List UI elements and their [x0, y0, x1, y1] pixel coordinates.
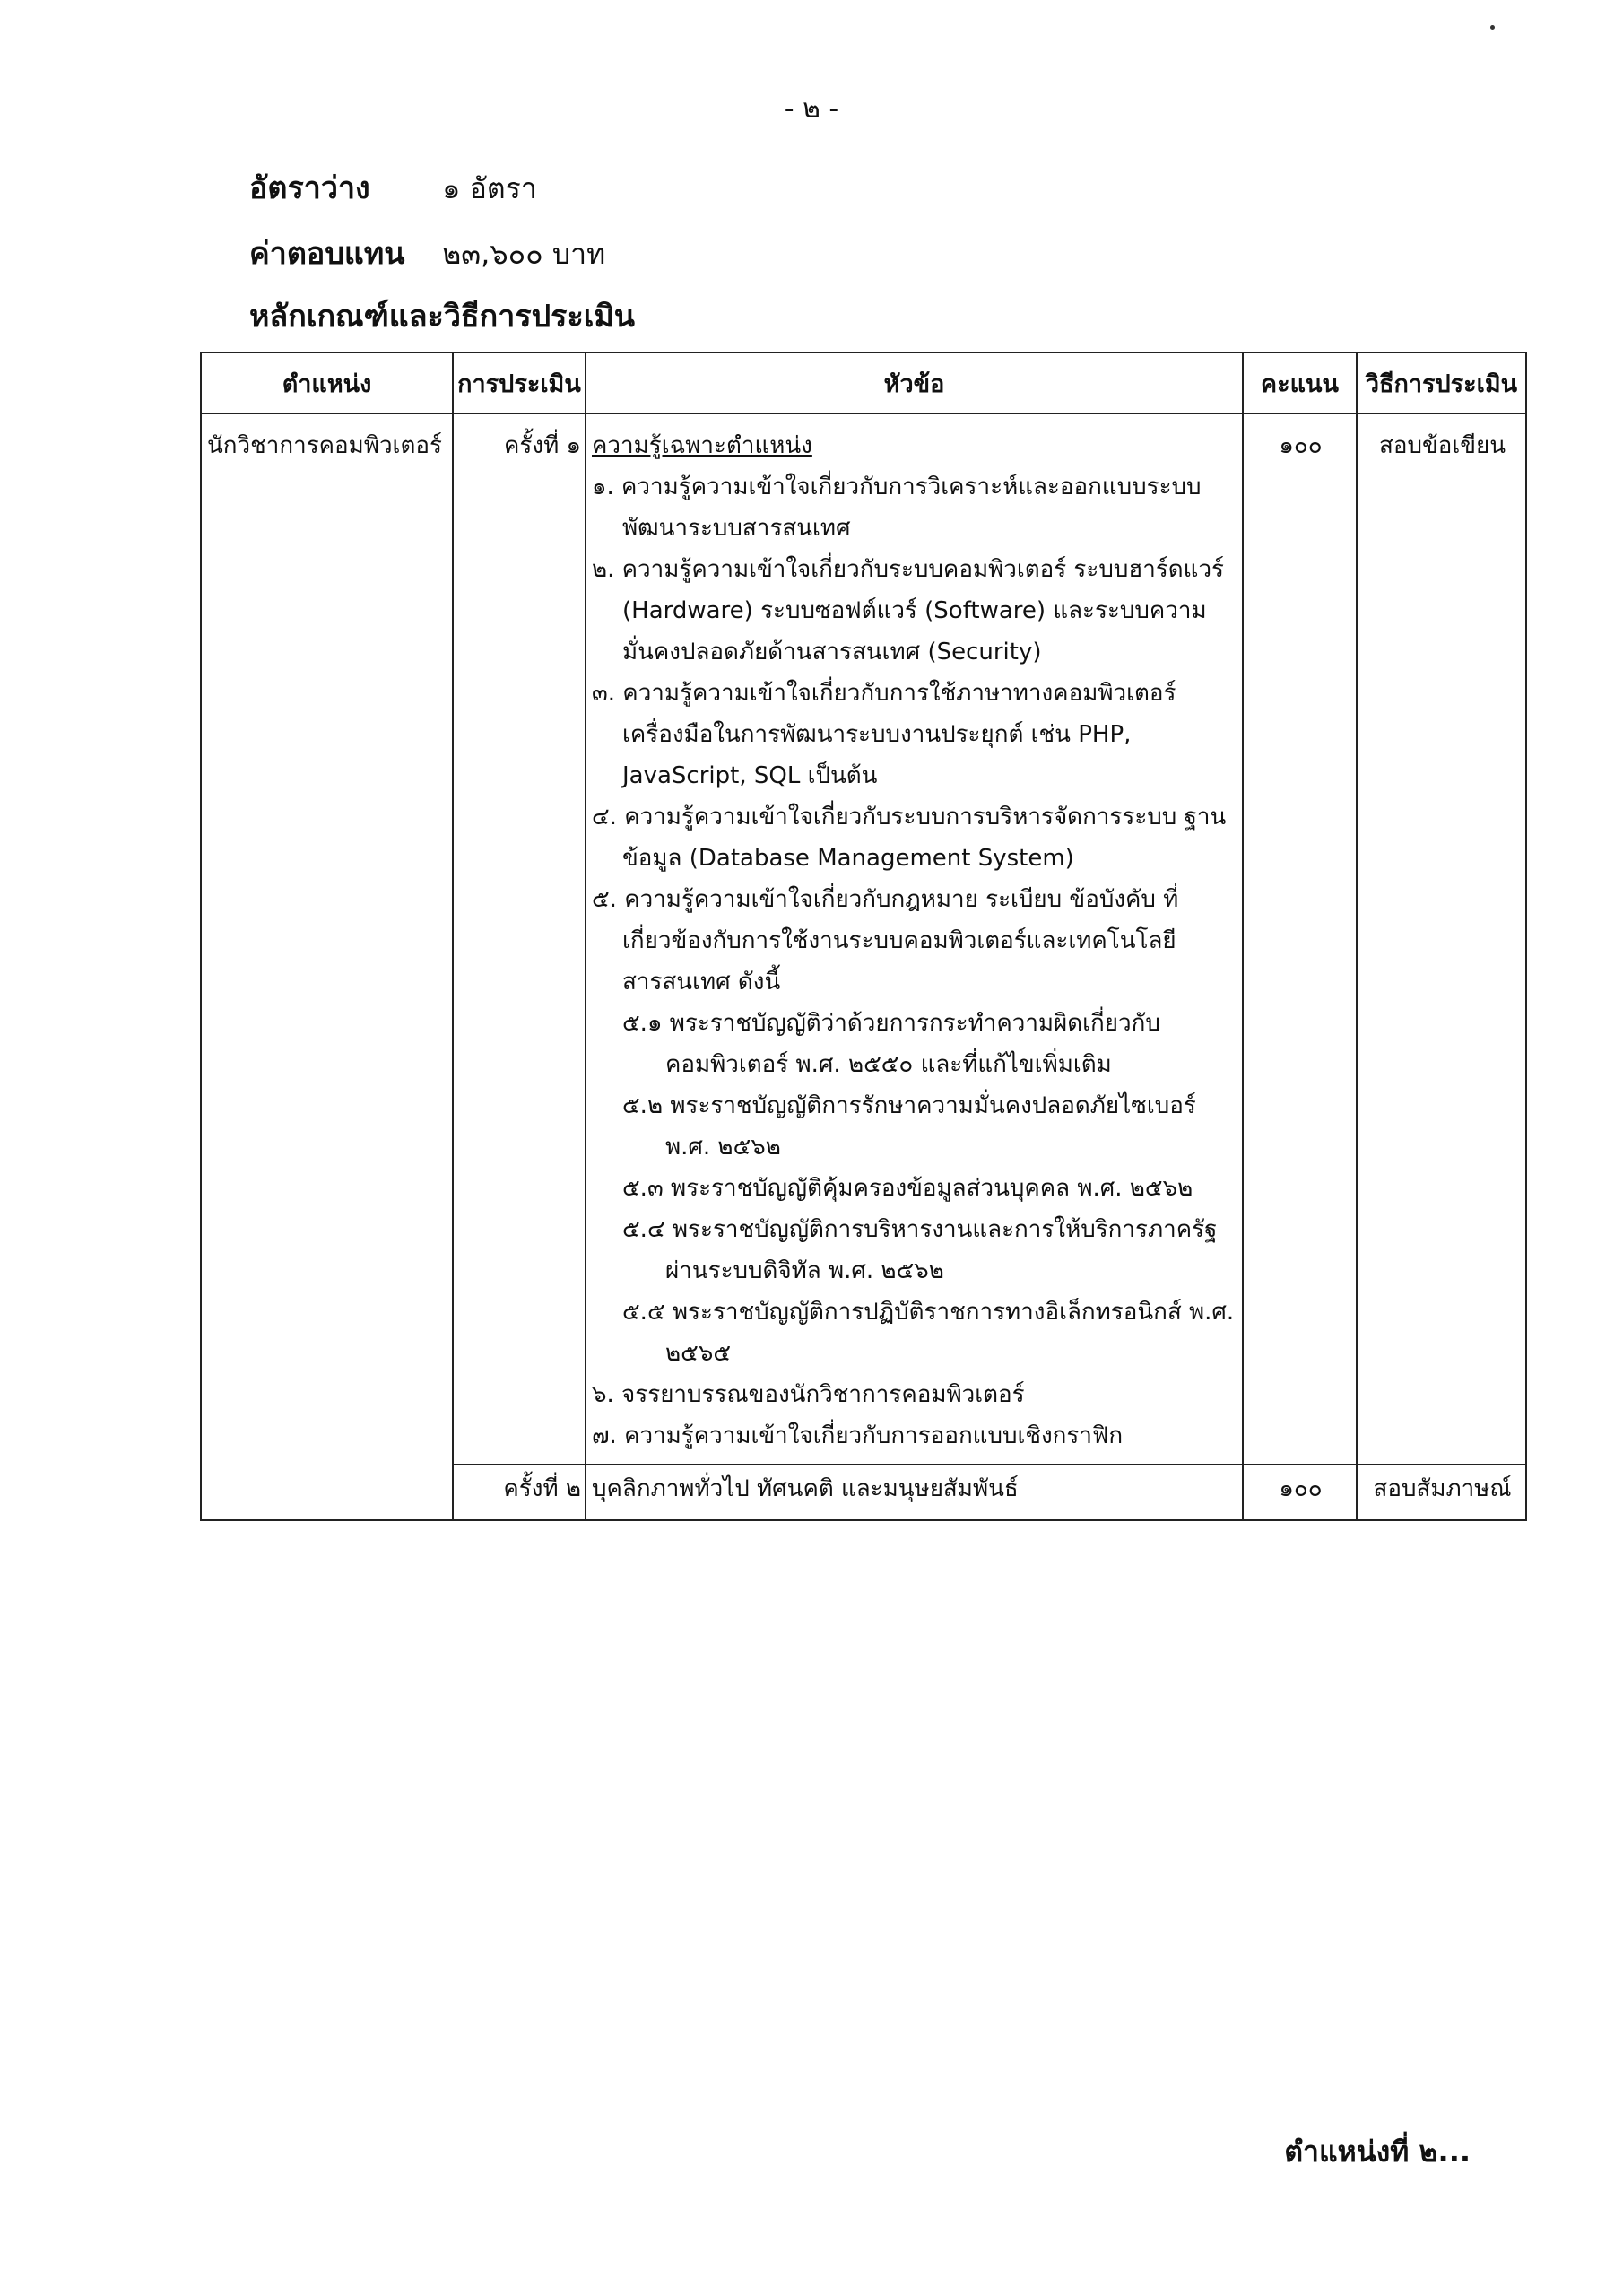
topic-subitem: ๕.๑ พระราชบัญญัติว่าด้วยการกระทำความผิดเกี่ยวกับ คอมพิวเตอร์ พ.ศ. ๒๕๕๐ และที่แก้ไขเพิ่มเติม	[622, 1010, 1160, 1078]
vacancy-label: อัตราว่าง	[249, 170, 370, 206]
round-1-score: ๑๐๐	[1243, 413, 1357, 1465]
topic-subitem: ๕.๔ พระราชบัญญัติการบริหารงานและการให้บริการภาครัฐ ผ่านระบบดิจิทัล พ.ศ. ๒๕๖๒	[622, 1216, 1218, 1284]
topic-heading: ความรู้เฉพาะตำแหน่ง	[592, 432, 812, 459]
topic-subitem: ๕.๒ พระราชบัญญัติการรักษาความมั่นคงปลอดภัยไซเบอร์ พ.ศ. ๒๕๖๒	[622, 1092, 1196, 1161]
header-score: คะแนน	[1243, 352, 1357, 413]
round-1-method: สอบข้อเขียน	[1357, 413, 1526, 1465]
criteria-table	[200, 352, 1527, 1521]
topic-item: ๖. จรรยาบรรณของนักวิชาการคอมพิวเตอร์	[592, 1381, 1025, 1408]
position-cell: นักวิชาการคอมพิวเตอร์	[201, 413, 453, 1520]
topic-item: ๒. ความรู้ความเข้าใจเกี่ยวกับระบบคอมพิวเตอร์ ระบบฮาร์ดแวร์ (Hardware) ระบบซอฟต์แวร์ (Software) และระบบความมั่นคงปลอดภัยด้านสารสนเทศ (Security)	[592, 556, 1225, 665]
compensation-value: ๒๓,๖๐๐ บาท	[442, 237, 606, 271]
round-2-cell: ครั้งที่ ๒	[453, 1465, 586, 1520]
compensation-label: ค่าตอบแทน	[249, 236, 405, 272]
section-title: หลักเกณฑ์และวิธีการประเมิน	[249, 299, 635, 335]
header-position: ตำแหน่ง	[201, 352, 453, 413]
header-topic: หัวข้อ	[586, 352, 1243, 413]
vacancy-line	[249, 163, 537, 212]
topic-subitem: ๕.๓ พระราชบัญญัติคุ้มครองข้อมูลส่วนบุคคล พ.ศ. ๒๕๖๒	[622, 1175, 1193, 1202]
vacancy-value: ๑ อัตรา	[442, 171, 537, 205]
round-2-method: สอบสัมภาษณ์	[1357, 1465, 1526, 1520]
round-1-cell: ครั้งที่ ๑	[453, 413, 586, 1465]
table-row	[201, 413, 1526, 1465]
topics-cell	[586, 413, 1243, 1465]
topic-item: ๕. ความรู้ความเข้าใจเกี่ยวกับกฎหมาย ระเบียบ ข้อบังคับ ที่เกี่ยวข้องกับการใช้งานระบบคอมพิวเตอร์และเทคโนโลยี สารสนเทศ ดังนี้	[592, 886, 1179, 996]
header-method: วิธีการประเมิน	[1357, 352, 1526, 413]
table-header-row	[201, 352, 1526, 413]
topic-item: ๓. ความรู้ความเข้าใจเกี่ยวกับการใช้ภาษาทางคอมพิวเตอร์ เครื่องมือในการพัฒนาระบบงานประยุกต์ เช่น PHP, JavaScript, SQL เป็นต้น	[592, 680, 1176, 789]
topic-item: ๔. ความรู้ความเข้าใจเกี่ยวกับระบบการบริหารจัดการระบบ ฐานข้อมูล (Database Management System)	[592, 804, 1227, 872]
topic-item: ๑. ความรู้ความเข้าใจเกี่ยวกับการวิเคราะห์และออกแบบระบบ พัฒนาระบบสารสนเทศ	[592, 474, 1202, 542]
page-number: - ๒ -	[784, 93, 839, 125]
scan-dot	[1490, 25, 1495, 30]
topic-subitem: ๕.๕ พระราชบัญญัติการปฏิบัติราชการทางอิเล็กทรอนิกส์ พ.ศ. ๒๕๖๕	[622, 1299, 1235, 1367]
topic-item: ๗. ความรู้ความเข้าใจเกี่ยวกับการออกแบบเชิงกราฟิก	[592, 1422, 1124, 1449]
compensation-line	[249, 229, 605, 277]
round-2-topic: บุคลิกภาพทั่วไป ทัศนคติ และมนุษยสัมพันธ์	[586, 1465, 1243, 1520]
round-2-score: ๑๐๐	[1243, 1465, 1357, 1520]
continuation-note: ตำแหน่งที่ ๒...	[1284, 2135, 1471, 2169]
header-assessment: การประเมิน	[453, 352, 586, 413]
